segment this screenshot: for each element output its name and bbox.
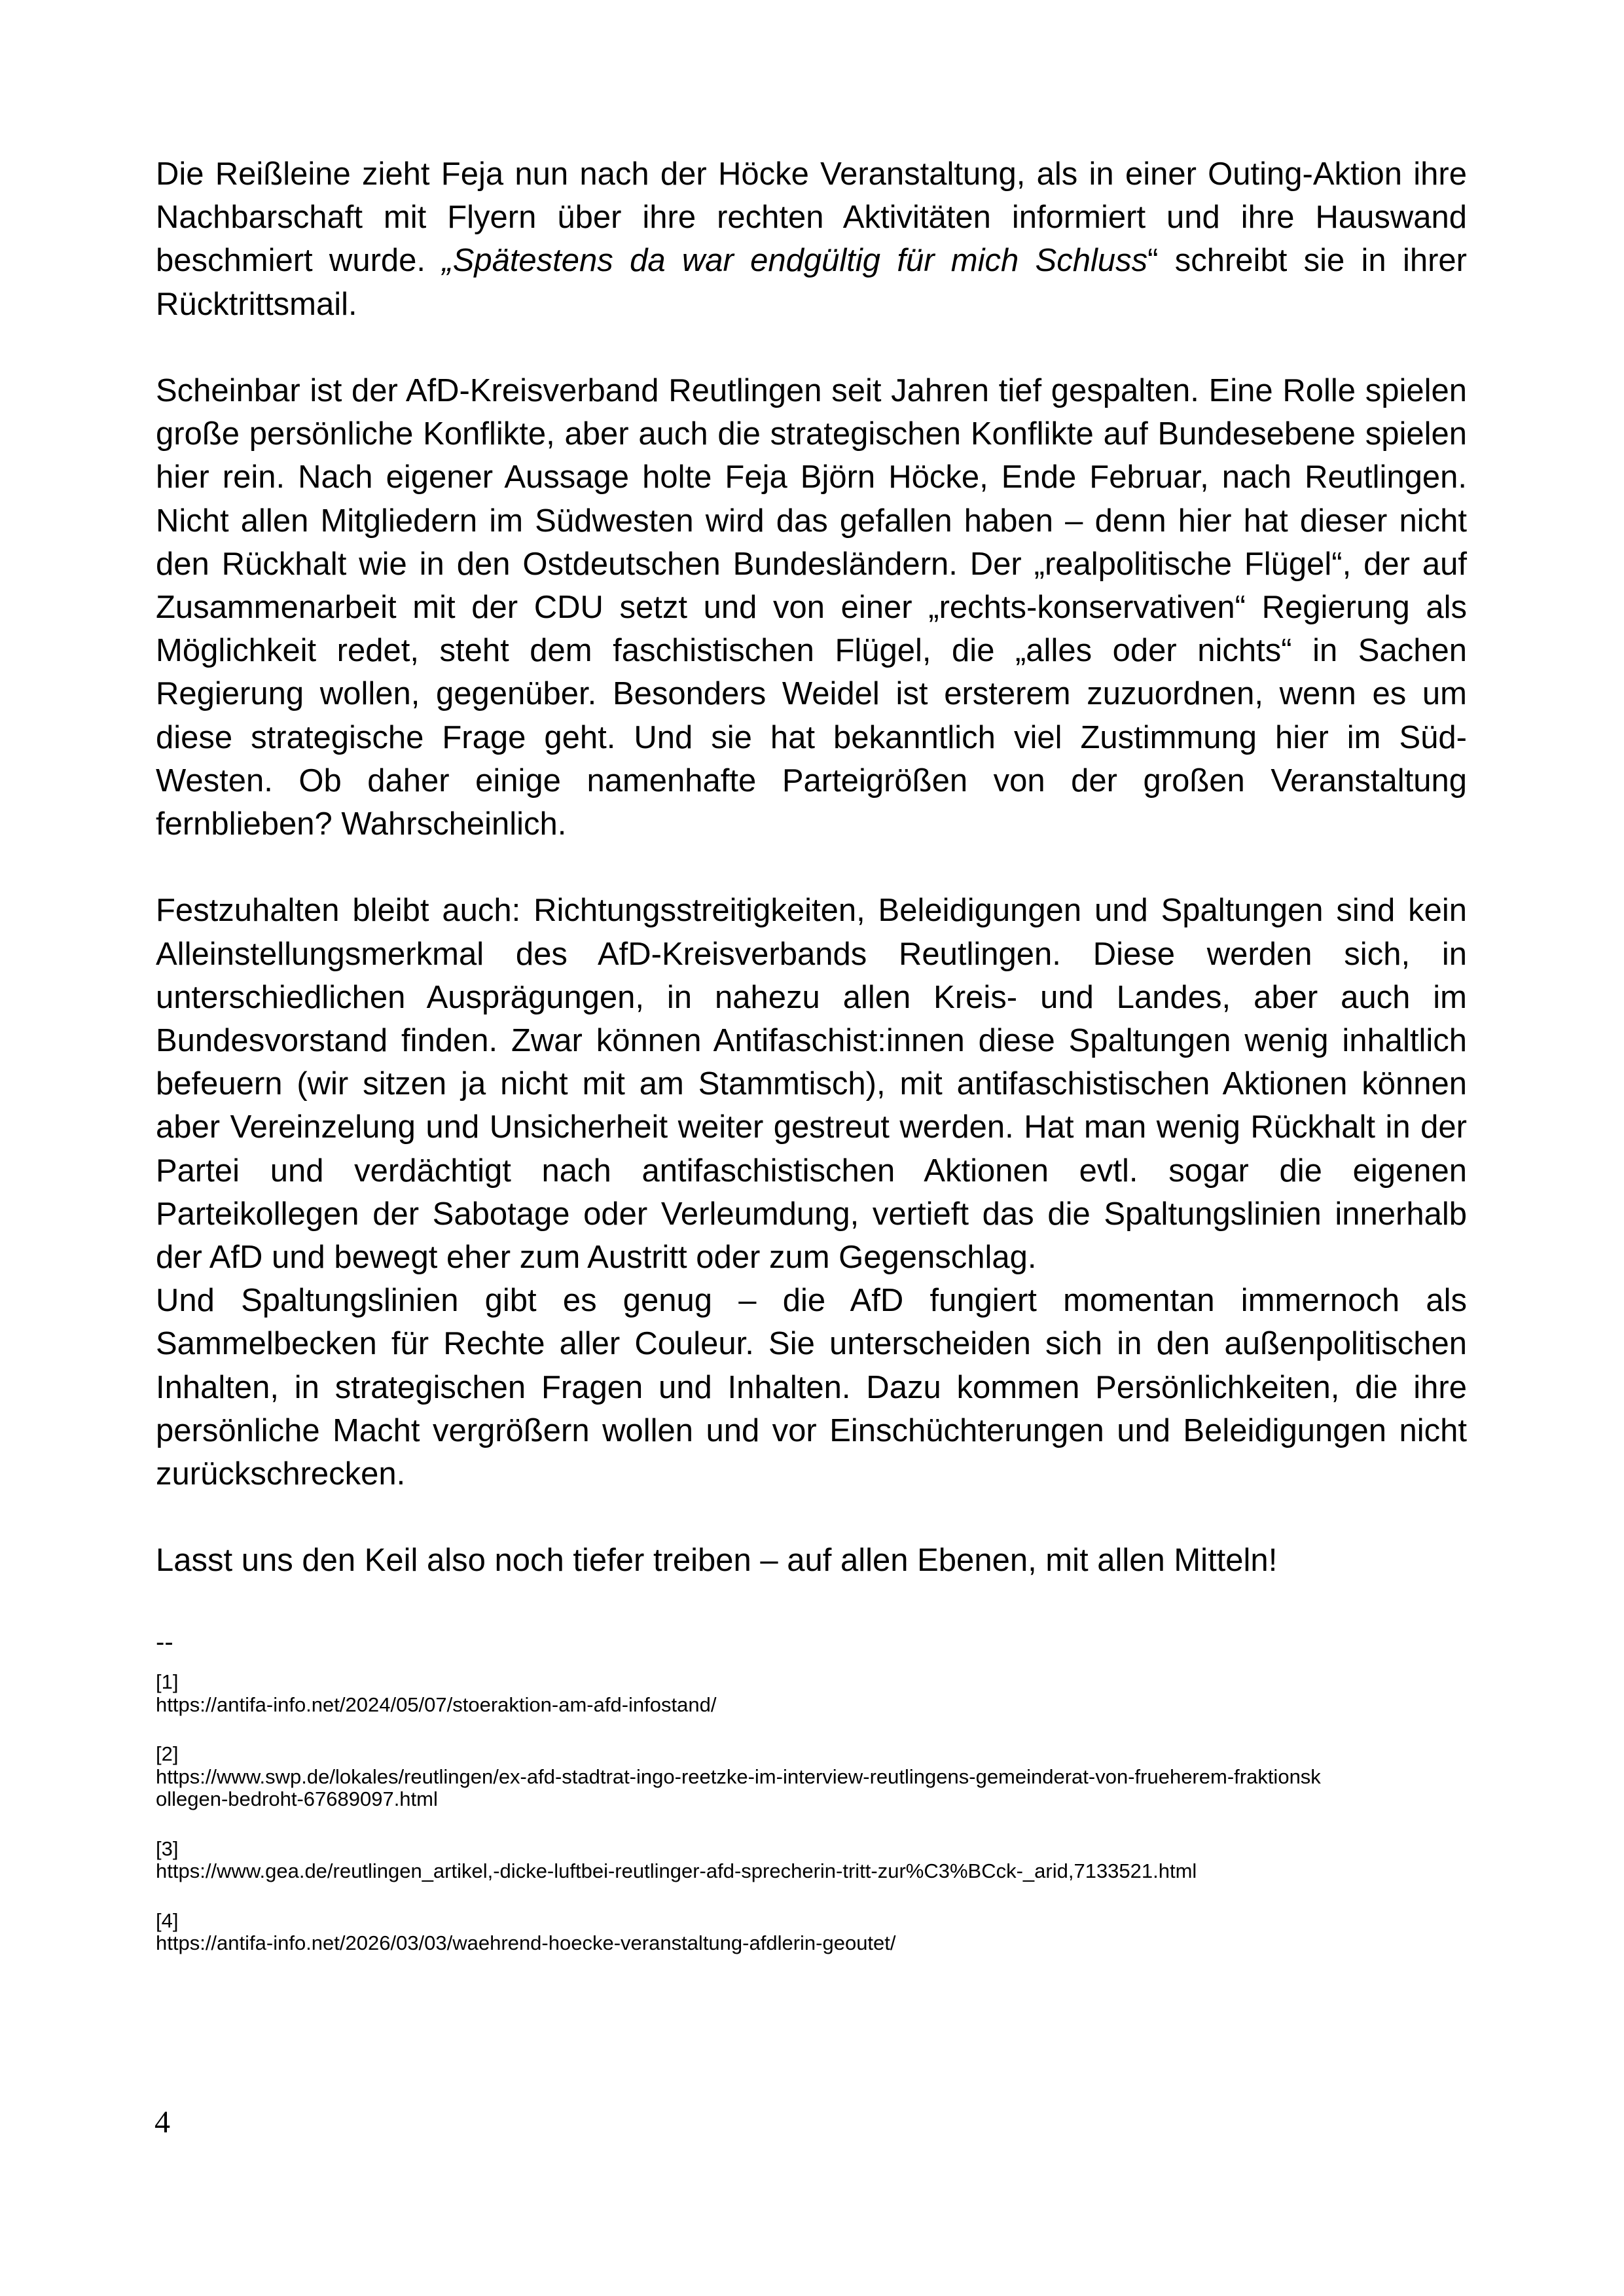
footnote-link[interactable]: https://www.swp.de/lokales/reutlingen/ex-afd-stadtrat-ingo-reetzke-im-interview-reutlingens-gemeinderat-von-frueherem-fraktionskollegen-bedroht-67689097.html — [156, 1765, 1321, 1810]
footnote-separator: -- — [156, 1628, 173, 1657]
footnote-item — [156, 1671, 1467, 1716]
paragraph-text: Die Reißleine zieht Feja nun nach der Höcke Veranstaltung, als in einer Outing-Aktion ihre Nachbarschaft mit Flyern über ihre rechten Aktivitäten informiert und ihre Hauswand beschmiert wurde. — [156, 156, 1467, 279]
footnote-number: [4] — [156, 1909, 179, 1932]
quote-italic: „Spätestens da war endgültig für mich Schluss — [442, 243, 1148, 279]
article-body — [156, 152, 1467, 1583]
paragraph-text: “ schreibt sie in ihrer Rücktrittsmail. — [156, 243, 1467, 322]
footnote-link[interactable]: https://antifa-info.net/2024/05/07/stoeraktion-am-afd-infostand/ — [156, 1693, 717, 1716]
footnote-number: [3] — [156, 1837, 179, 1860]
paragraph-conclusion: Festzuhalten bleibt auch: Richtungsstreitigkeiten, Beleidigungen und Spaltungen sind kein Alleinstellungsmerkmal des AfD-Kreisverbands Reutlingen. Diese werden sich, in unterschiedlichen Ausprägungen, in nahezu allen Kreis- und Landes, aber auch im Bundesvorstand finden. Zwar können Antifaschist:innen diese Spaltungen wenig inhaltlich befeuern (wir sitzen ja nicht mit am Stammtisch), mit antifaschistischen Aktionen können aber Vereinzelung und Unsicherheit weiter gestreut werden. Hat man wenig Rückhalt in der Partei und verdächtigt nach antifaschistischen Aktionen evtl. sogar die eigenen Parteikollegen der Sabotage oder Verleumdung, vertieft das die Spaltungslinien innerhalb der AfD und bewegt eher zum Austritt oder zum Gegenschlag. — [156, 893, 1467, 1276]
paragraph-call-to-action: Lasst uns den Keil also noch tiefer treiben – auf allen Ebenen, mit allen Mitteln! — [156, 1543, 1278, 1579]
footnotes — [156, 1671, 1467, 1982]
footnote-item — [156, 1838, 1467, 1883]
footnote-number: [2] — [156, 1742, 179, 1765]
footnote-item — [156, 1743, 1467, 1811]
footnote-number: [1] — [156, 1670, 179, 1693]
page-number: 4 — [154, 2105, 170, 2140]
footnote-link[interactable]: https://antifa-info.net/2026/03/03/waehrend-hoecke-veranstaltung-afdlerin-geoutet/ — [156, 1931, 896, 1954]
footnote-item — [156, 1910, 1467, 1955]
paragraph-split-lines: Und Spaltungslinien gibt es genug – die AfD fungiert momentan immernoch als Sammelbecken für Rechte aller Couleur. Sie unterscheiden sich in den außenpolitischen Inhalten, in strategischen Fragen und Inhalten. Dazu kommen Persönlichkeiten, die ihre persönliche Macht vergrößern wollen und vor Einschüchterungen und Beleidigungen nicht zurückschrecken. — [156, 1283, 1467, 1492]
paragraph-split: Scheinbar ist der AfD-Kreisverband Reutlingen seit Jahren tief gespalten. Eine Rolle spielen große persönliche Konflikte, aber auch die strategischen Konflikte auf Bundesebene spielen hier rein. Nach eigener Aussage holte Feja Björn Höcke, Ende Februar, nach Reutlingen. Nicht allen Mitgliedern im Südwesten wird das gefallen haben – denn hier hat dieser nicht den Rückhalt wie in den Ostdeutschen Bundesländern. Der „realpolitische Flügel“, der auf Zusammenarbeit mit der CDU setzt und von einer „rechts-konservativen“ Regierung als Möglichkeit redet, steht dem faschistischen Flügel, die „alles oder nichts“ in Sachen Regierung wollen, gegenüber. Besonders Weidel ist ersterem zuzuordnen, wenn es um diese strategische Frage geht. Und sie hat bekanntlich viel Zustimmung hier im Süd-Westen. Ob daher einige namenhafte Parteigrößen von der großen Veranstaltung fernblieben? Wahrscheinlich. — [156, 373, 1467, 842]
paragraph-resignation — [156, 152, 1467, 326]
footnote-link[interactable]: https://www.gea.de/reutlingen_artikel,-dicke-luftbei-reutlinger-afd-sprecherin-tritt-zur%C3%BCck-_arid,7133521.html — [156, 1859, 1197, 1882]
